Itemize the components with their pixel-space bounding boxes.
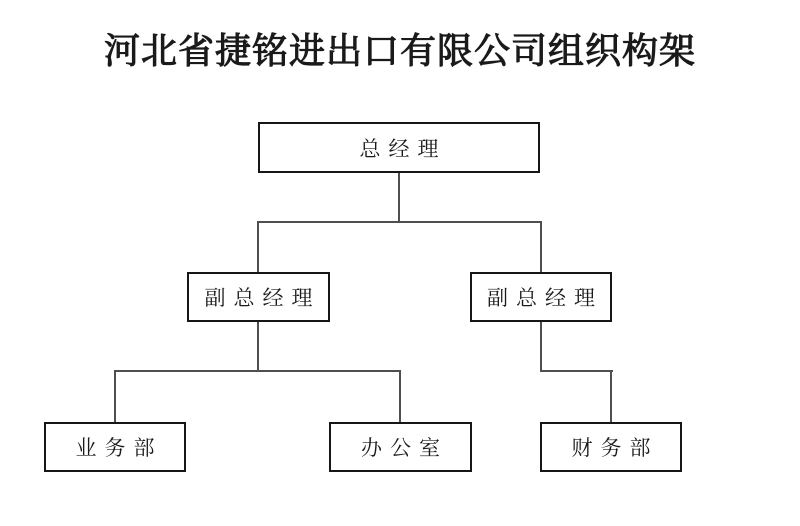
connector-office-drop [399, 370, 401, 423]
connector-dgm-right-stem [540, 322, 542, 372]
connector-dgm-left-bar [114, 370, 401, 372]
org-node-deputy-gm-right [470, 272, 612, 322]
org-node-label-office: 办公室 [361, 436, 448, 460]
connector-gm-stem [398, 172, 400, 223]
org-node-general-manager [258, 122, 540, 173]
connector-business-drop [114, 370, 116, 423]
page-title: 河北省捷铭进出口有限公司组织构架 [103, 31, 696, 71]
org-node-office [329, 422, 472, 472]
org-node-label-finance-dept: 财务部 [571, 436, 659, 460]
org-node-label-general-manager: 总经理 [359, 136, 447, 161]
connector-finance-drop [610, 370, 612, 423]
org-node-finance-dept [540, 422, 682, 472]
connector-dgm-left-stem [257, 322, 259, 372]
connector-dgm-right-drop [540, 221, 542, 273]
org-node-label-deputy-gm-left: 副总经理 [204, 286, 321, 310]
connector-gm-bar [257, 221, 542, 223]
org-node-label-business-dept: 业务部 [75, 436, 163, 460]
org-node-business-dept [44, 422, 186, 472]
connector-dgm-left-drop [257, 221, 259, 273]
org-node-deputy-gm-left [187, 272, 330, 322]
connector-dgm-right-bar [540, 370, 613, 372]
org-node-label-deputy-gm-right: 副总经理 [487, 286, 603, 310]
